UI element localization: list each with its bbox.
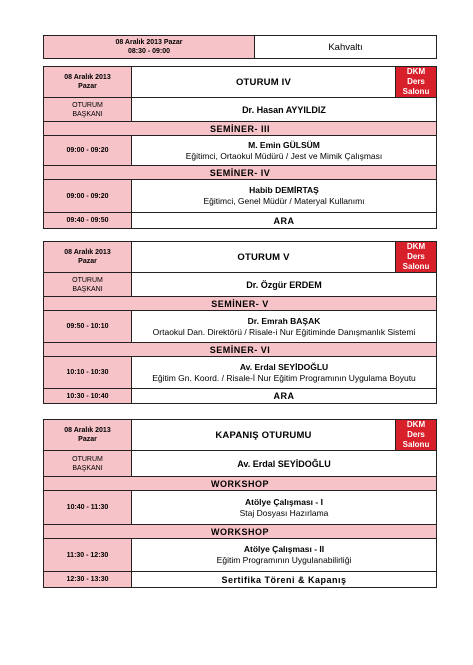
session-oturum-v [43,241,437,404]
session-title: OTURUM IV [132,67,396,98]
venue-badge: DKM Ders Salonu [396,242,437,273]
chair-name: Dr. Özgür ERDEM [132,273,437,297]
item-time: 09:00 - 09:20 [44,136,132,166]
item-time: 09:50 - 10:10 [44,311,132,343]
item-detail: M. Emin GÜLSÜM Eğitimci, Ortaokul Müdürü / Jest ve Mimik Çalışması [132,136,437,166]
item-detail: Atölye Çalışması - II Eğitim Programının Uygulanabilirliği [132,539,437,572]
break-time: 09:40 - 09:50 [44,213,132,229]
chair-name: Av. Erdal SEYİDOĞLU [132,451,437,477]
item-detail: Habib DEMİRTAŞ Eğitimci, Genel Müdür / Materyal Kullanımı [132,180,437,213]
section-header: SEMİNER- III [44,122,437,136]
section-header: SEMİNER- VI [44,343,437,357]
session-date: 08 Aralık 2013 Pazar [44,67,132,98]
breakfast-date-time [44,36,255,59]
break-time: 10:30 - 10:40 [44,389,132,404]
item-time: 09:00 - 09:20 [44,180,132,213]
item-detail: Av. Erdal SEYİDOĞLU Eğitim Gn. Koord. / Risale-İ Nur Eğitim Programının Uygulama Boyutu [132,357,437,389]
item-detail: Dr. Emrah BAŞAK Ortaokul Dan. Direktörü / Risale-i Nur Eğitiminde Danışmanlık Sistemi [132,311,437,343]
session-title: OTURUM V [132,242,396,273]
chair-label: OTURUM BAŞKANI [44,98,132,122]
break-label: ARA [132,213,437,229]
venue-badge: DKM Ders Salonu [396,420,437,451]
section-header: SEMİNER- IV [44,166,437,180]
breakfast-date: 08 Aralık 2013 Pazar [115,39,183,46]
session-title: KAPANIŞ OTURUMU [132,420,396,451]
item-time: 11:30 - 12:30 [44,539,132,572]
breakfast-title: Kahvaltı [255,36,437,59]
chair-label: OTURUM BAŞKANI [44,273,132,297]
session-date: 08 Aralık 2013 Pazar [44,420,132,451]
break-label: ARA [132,389,437,404]
session-kapanis [43,419,437,588]
breakfast-time: 08:30 - 09:00 [127,48,171,55]
breakfast-table [43,35,437,59]
closing-ceremony-label: Sertifika Töreni & Kapanış [132,572,437,588]
item-time: 10:40 - 11:30 [44,491,132,525]
venue-badge: DKM Ders Salonu [396,67,437,98]
item-time: 10:10 - 10:30 [44,357,132,389]
break-time: 12:30 - 13:30 [44,572,132,588]
section-header: WORKSHOP [44,477,437,491]
session-date: 08 Aralık 2013 Pazar [44,242,132,273]
session-oturum-iv [43,66,437,229]
chair-name: Dr. Hasan AYYILDIZ [132,98,437,122]
item-detail: Atölye Çalışması - I Staj Dosyası Hazırlama [132,491,437,525]
chair-label: OTURUM BAŞKANI [44,451,132,477]
section-header: SEMİNER- V [44,297,437,311]
section-header: WORKSHOP [44,525,437,539]
